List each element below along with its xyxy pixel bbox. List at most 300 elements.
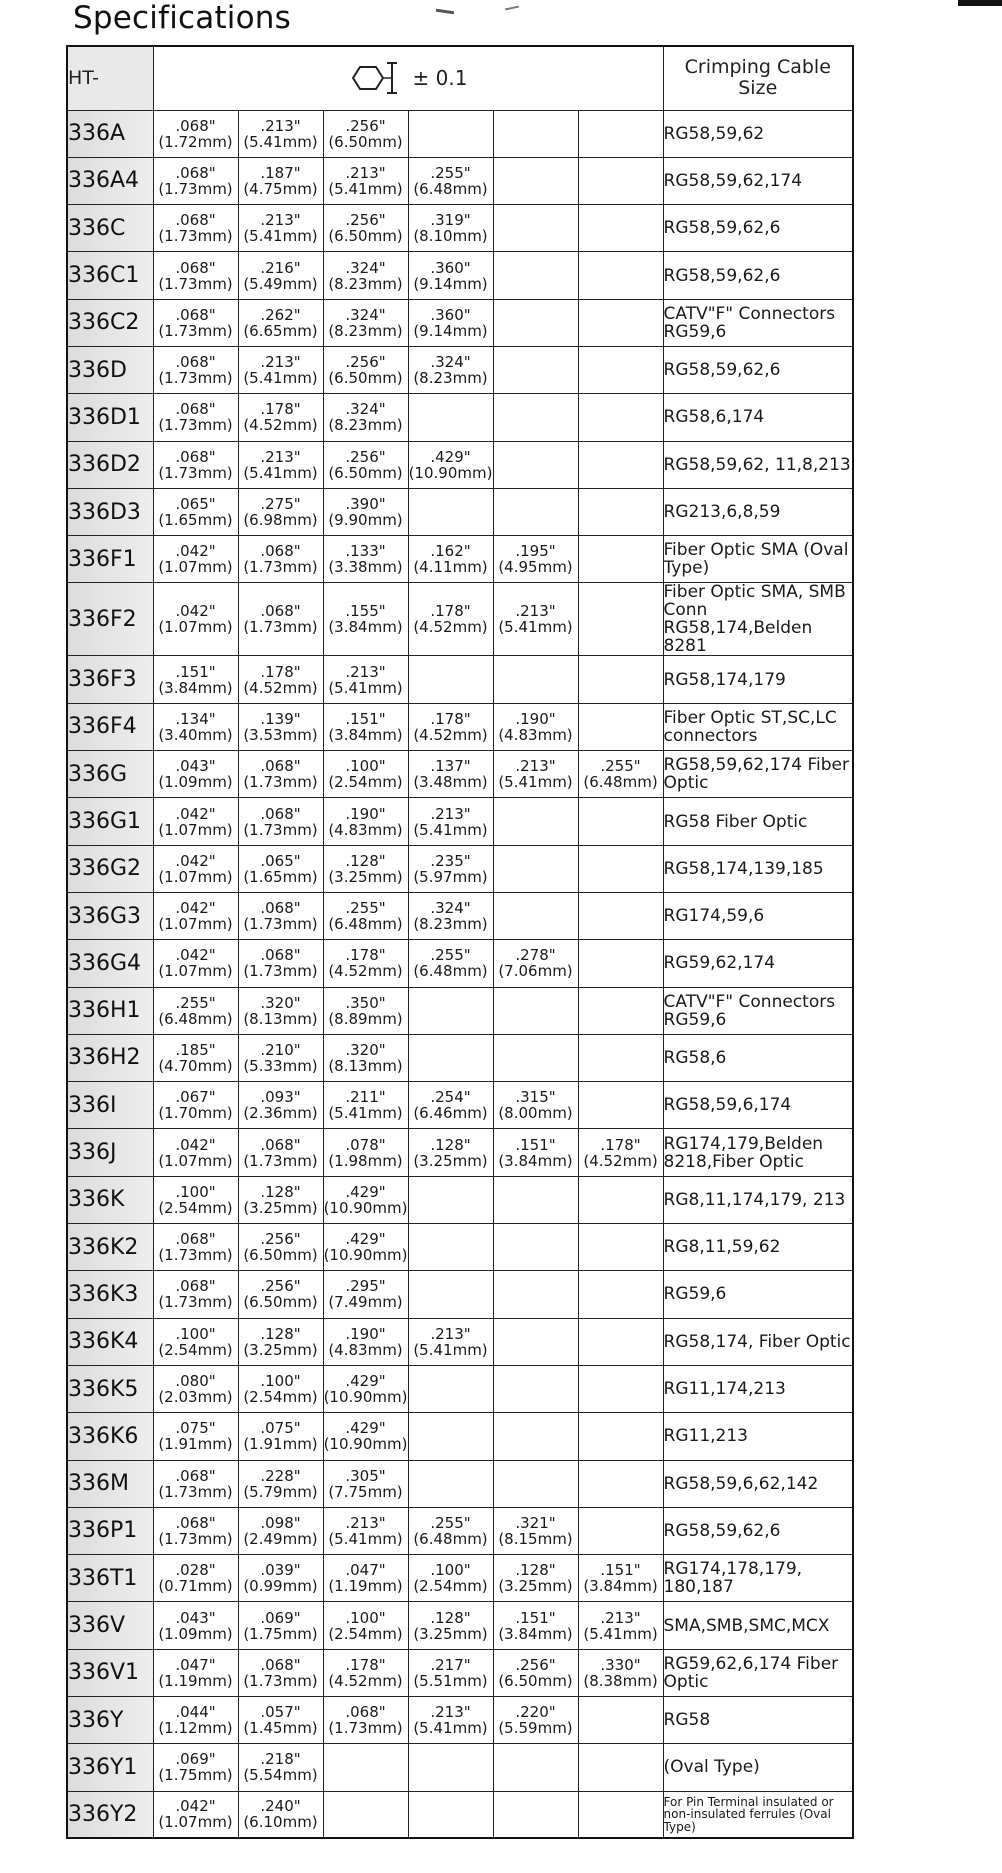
size-cell (238, 845, 323, 892)
size-cell (153, 536, 238, 583)
size-mm: (1.70mm) (158, 1104, 233, 1123)
size-cell (153, 252, 238, 299)
size-mm: (9.14mm) (413, 321, 488, 340)
size-cell (238, 1602, 323, 1649)
size-mm: (1.73mm) (243, 1671, 318, 1690)
size-inch: .068" (175, 258, 216, 277)
cable-size-cell: RG11,174,213 (663, 1365, 853, 1412)
size-inch: .068" (260, 757, 301, 776)
size-cell (238, 1082, 323, 1129)
size-cell (493, 1649, 578, 1696)
size-cell (153, 1413, 238, 1460)
size-mm: (3.38mm) (328, 558, 403, 577)
size-mm: (3.48mm) (413, 773, 488, 792)
size-cell (238, 656, 323, 703)
table-row (67, 798, 853, 845)
size-inch: .213" (600, 1608, 641, 1627)
model-cell: 336D3 (67, 488, 153, 535)
size-cell (408, 536, 493, 583)
cable-size-cell: RG213,6,8,59 (663, 488, 853, 535)
size-mm: (1.65mm) (158, 511, 233, 530)
size-inch: .057" (260, 1703, 301, 1722)
size-cell (493, 441, 578, 488)
size-mm: (1.09mm) (158, 773, 233, 792)
scan-edge-mark (958, 0, 1002, 6)
size-mm: (8.23mm) (328, 274, 403, 293)
size-cell (323, 488, 408, 535)
size-mm: (10.90mm) (408, 463, 493, 482)
size-cell (238, 299, 323, 346)
size-cell (323, 441, 408, 488)
cable-size-cell: Fiber Optic SMA (Oval Type) (663, 536, 853, 583)
size-cell (408, 1555, 493, 1602)
model-cell: 336T1 (67, 1555, 153, 1602)
size-mm: (5.41mm) (243, 132, 318, 151)
size-mm: (1.73mm) (158, 416, 233, 435)
size-cell (493, 205, 578, 252)
size-mm: (3.25mm) (413, 1151, 488, 1170)
size-cell (323, 205, 408, 252)
size-inch: .068" (260, 946, 301, 965)
size-column-header (153, 46, 663, 110)
size-cell (323, 1082, 408, 1129)
cable-size-cell: RG174,179,Belden 8218,Fiber Optic (663, 1129, 853, 1176)
size-inch: .255" (430, 1513, 471, 1532)
size-cell (238, 157, 323, 204)
model-cell: 336K3 (67, 1271, 153, 1318)
table-row (67, 157, 853, 204)
table-row (67, 1413, 853, 1460)
size-cell (323, 1649, 408, 1696)
size-cell (238, 1791, 323, 1838)
size-mm: (1.07mm) (158, 915, 233, 934)
size-cell (238, 1034, 323, 1081)
size-cell (238, 1224, 323, 1271)
size-mm: (9.14mm) (413, 274, 488, 293)
size-cell (578, 394, 663, 441)
size-inch: .429" (345, 1182, 386, 1201)
size-mm: (8.13mm) (243, 1009, 318, 1028)
size-mm: (1.73mm) (243, 773, 318, 792)
size-inch: .216" (260, 258, 301, 277)
size-mm: (2.36mm) (243, 1104, 318, 1123)
scan-artifact (436, 9, 454, 14)
size-mm: (3.25mm) (243, 1340, 318, 1359)
size-cell (323, 110, 408, 157)
size-cell (578, 299, 663, 346)
size-inch: .190" (515, 709, 556, 728)
size-mm: (1.12mm) (158, 1719, 233, 1738)
size-inch: .068" (175, 211, 216, 230)
size-cell (323, 1176, 408, 1223)
model-cell: 336D2 (67, 441, 153, 488)
size-inch: .044" (175, 1703, 216, 1722)
size-mm: (8.23mm) (413, 369, 488, 388)
size-cell (323, 1318, 408, 1365)
size-mm: (4.83mm) (498, 725, 573, 744)
model-cell: 336H2 (67, 1034, 153, 1081)
size-inch: .320" (260, 993, 301, 1012)
size-inch: .256" (260, 1230, 301, 1249)
size-inch: .039" (260, 1561, 301, 1580)
size-inch: .042" (175, 542, 216, 561)
size-cell (493, 1082, 578, 1129)
size-cell (153, 299, 238, 346)
size-mm: (5.97mm) (413, 867, 488, 886)
size-inch: .320" (345, 1040, 386, 1059)
size-cell (408, 656, 493, 703)
size-cell (238, 346, 323, 393)
size-inch: .068" (175, 447, 216, 466)
size-cell (153, 1460, 238, 1507)
size-inch: .305" (345, 1466, 386, 1485)
table-row (67, 656, 853, 703)
size-cell (578, 1413, 663, 1460)
size-cell (238, 1460, 323, 1507)
cable-size-cell: RG11,213 (663, 1413, 853, 1460)
size-mm: (6.10mm) (243, 1813, 318, 1832)
size-cell (238, 751, 323, 798)
size-cell (323, 656, 408, 703)
size-cell (238, 583, 323, 656)
size-cell (323, 1365, 408, 1412)
size-cell (578, 751, 663, 798)
size-cell (408, 1413, 493, 1460)
size-mm: (1.98mm) (328, 1151, 403, 1170)
size-inch: .275" (260, 495, 301, 514)
size-mm: (10.90mm) (323, 1388, 408, 1407)
size-cell (238, 1744, 323, 1791)
size-inch: .069" (175, 1750, 216, 1769)
table-row (67, 703, 853, 750)
size-inch: .155" (345, 602, 386, 621)
size-inch: .028" (175, 1561, 216, 1580)
size-mm: (1.65mm) (243, 867, 318, 886)
size-cell (493, 583, 578, 656)
model-cell: 336F1 (67, 536, 153, 583)
size-cell (238, 1129, 323, 1176)
size-cell (323, 1791, 408, 1838)
size-mm: (6.50mm) (498, 1671, 573, 1690)
size-cell (153, 656, 238, 703)
size-cell (153, 751, 238, 798)
size-cell (238, 1365, 323, 1412)
model-cell: 336F3 (67, 656, 153, 703)
size-mm: (4.52mm) (413, 618, 488, 637)
table-row (67, 1555, 853, 1602)
size-inch: .151" (175, 662, 216, 681)
size-cell (493, 299, 578, 346)
table-row (67, 1649, 853, 1696)
size-cell (493, 488, 578, 535)
size-inch: .068" (175, 305, 216, 324)
size-mm: (1.73mm) (243, 820, 318, 839)
size-inch: .213" (430, 1703, 471, 1722)
cable-size-cell: RG58,59,62,174 (663, 157, 853, 204)
size-inch: .213" (345, 662, 386, 681)
size-cell (578, 1744, 663, 1791)
size-cell (408, 583, 493, 656)
size-cell (153, 1129, 238, 1176)
cable-size-cell: RG58,174,179 (663, 656, 853, 703)
size-mm: (4.11mm) (413, 558, 488, 577)
size-mm: (5.41mm) (413, 1719, 488, 1738)
size-mm: (5.59mm) (498, 1719, 573, 1738)
cable-size-cell: RG58,59,6,174 (663, 1082, 853, 1129)
size-inch: .068" (260, 804, 301, 823)
size-mm: (1.73mm) (158, 179, 233, 198)
size-cell (578, 1697, 663, 1744)
table-row (67, 1318, 853, 1365)
size-cell (493, 1034, 578, 1081)
size-cell (408, 1602, 493, 1649)
size-cell (493, 1697, 578, 1744)
cable-size-cell: RG58,59,62,174 Fiber Optic (663, 751, 853, 798)
size-mm: (4.95mm) (498, 558, 573, 577)
cable-size-cell: RG59,6 (663, 1271, 853, 1318)
cable-size-cell: RG58,59,62,6 (663, 346, 853, 393)
model-cell: 336F4 (67, 703, 153, 750)
size-mm: (6.50mm) (328, 463, 403, 482)
size-inch: .185" (175, 1040, 216, 1059)
size-cell (153, 1176, 238, 1223)
size-mm: (10.90mm) (323, 1435, 408, 1454)
size-inch: .190" (345, 804, 386, 823)
size-cell (323, 1271, 408, 1318)
size-inch: .256" (345, 353, 386, 372)
size-mm: (5.41mm) (328, 1104, 403, 1123)
size-mm: (8.23mm) (413, 915, 488, 934)
size-cell (408, 1034, 493, 1081)
size-cell (493, 1129, 578, 1176)
size-cell (323, 252, 408, 299)
size-cell (238, 798, 323, 845)
size-cell (408, 346, 493, 393)
size-inch: .042" (175, 899, 216, 918)
table-row (67, 845, 853, 892)
size-inch: .324" (345, 258, 386, 277)
size-inch: .254" (430, 1088, 471, 1107)
size-inch: .047" (175, 1655, 216, 1674)
size-cell (578, 892, 663, 939)
size-mm: (1.45mm) (243, 1719, 318, 1738)
size-cell (578, 1507, 663, 1554)
size-inch: .043" (175, 757, 216, 776)
size-inch: .137" (430, 757, 471, 776)
size-mm: (4.52mm) (583, 1151, 658, 1170)
size-cell (153, 1555, 238, 1602)
cable-size-cell: RG58,59,62, 11,8,213 (663, 441, 853, 488)
size-inch: .324" (345, 305, 386, 324)
size-cell (238, 252, 323, 299)
size-cell (153, 1082, 238, 1129)
size-cell (578, 1129, 663, 1176)
size-cell (408, 1649, 493, 1696)
model-cell: 336K (67, 1176, 153, 1223)
size-mm: (2.54mm) (243, 1388, 318, 1407)
size-mm: (5.41mm) (243, 227, 318, 246)
size-mm: (10.90mm) (323, 1246, 408, 1265)
size-inch: .213" (260, 447, 301, 466)
size-cell (408, 1271, 493, 1318)
size-mm: (1.75mm) (158, 1766, 233, 1785)
size-cell (408, 703, 493, 750)
cable-size-cell: RG8,11,174,179, 213 (663, 1176, 853, 1223)
size-cell (408, 110, 493, 157)
size-inch: .068" (260, 1655, 301, 1674)
size-inch: .256" (260, 1277, 301, 1296)
size-cell (153, 1034, 238, 1081)
page-title: Specifications (73, 0, 291, 36)
cable-size-cell: RG58 Fiber Optic (663, 798, 853, 845)
size-mm: (1.73mm) (158, 321, 233, 340)
model-cell: 336Y (67, 1697, 153, 1744)
size-mm: (5.41mm) (583, 1624, 658, 1643)
size-cell (578, 583, 663, 656)
size-mm: (1.09mm) (158, 1624, 233, 1643)
size-cell (408, 394, 493, 441)
table-row (67, 205, 853, 252)
size-mm: (1.73mm) (158, 1246, 233, 1265)
size-mm: (3.84mm) (158, 678, 233, 697)
size-inch: .240" (260, 1797, 301, 1816)
model-cell: 336M (67, 1460, 153, 1507)
model-cell: 336H1 (67, 987, 153, 1034)
size-inch: .128" (515, 1561, 556, 1580)
model-cell: 336V1 (67, 1649, 153, 1696)
tolerance-label: ± 0.1 (412, 66, 468, 91)
size-inch: .324" (430, 353, 471, 372)
size-cell (323, 845, 408, 892)
size-inch: .078" (345, 1135, 386, 1154)
size-mm: (5.41mm) (243, 463, 318, 482)
cable-size-cell: RG8,11,59,62 (663, 1224, 853, 1271)
size-mm: (0.99mm) (243, 1577, 318, 1596)
model-cell: 336K4 (67, 1318, 153, 1365)
size-cell (408, 845, 493, 892)
cable-size-cell: RG58,59,6,62,142 (663, 1460, 853, 1507)
size-cell (493, 1176, 578, 1223)
size-cell (493, 656, 578, 703)
size-mm: (2.54mm) (328, 773, 403, 792)
size-cell (238, 394, 323, 441)
size-cell (323, 346, 408, 393)
table-row (67, 1082, 853, 1129)
size-cell (408, 1507, 493, 1554)
size-cell (238, 488, 323, 535)
size-inch: .255" (430, 946, 471, 965)
size-cell (238, 1697, 323, 1744)
model-cell: 336K5 (67, 1365, 153, 1412)
size-inch: .256" (345, 447, 386, 466)
model-cell: 336D1 (67, 394, 153, 441)
size-cell (323, 536, 408, 583)
size-cell (493, 1602, 578, 1649)
size-cell (493, 346, 578, 393)
table-header-row (67, 46, 853, 110)
size-inch: .350" (345, 993, 386, 1012)
size-cell (578, 1649, 663, 1696)
size-mm: (6.50mm) (328, 227, 403, 246)
size-mm: (1.07mm) (158, 820, 233, 839)
size-inch: .100" (345, 1608, 386, 1627)
cable-size-cell: SMA,SMB,SMC,MCX (663, 1602, 853, 1649)
size-cell (493, 1271, 578, 1318)
size-mm: (4.52mm) (328, 1671, 403, 1690)
cable-size-cell: CATV"F" Connectors RG59,6 (663, 987, 853, 1034)
size-inch: .255" (345, 899, 386, 918)
table-row (67, 441, 853, 488)
size-mm: (1.91mm) (243, 1435, 318, 1454)
size-mm: (1.73mm) (158, 274, 233, 293)
size-inch: .178" (430, 602, 471, 621)
size-cell (578, 346, 663, 393)
size-inch: .080" (175, 1372, 216, 1391)
size-cell (493, 110, 578, 157)
cable-size-cell: RG58,6,174 (663, 394, 853, 441)
size-mm: (6.65mm) (243, 321, 318, 340)
size-mm: (1.73mm) (158, 1482, 233, 1501)
size-cell (578, 1602, 663, 1649)
size-inch: .069" (260, 1608, 301, 1627)
size-inch: .100" (345, 757, 386, 776)
size-mm: (1.73mm) (158, 369, 233, 388)
size-inch: .256" (515, 1655, 556, 1674)
size-inch: .042" (175, 602, 216, 621)
size-cell (238, 1649, 323, 1696)
size-inch: .178" (260, 400, 301, 419)
size-cell (493, 1365, 578, 1412)
size-inch: .256" (345, 116, 386, 135)
size-inch: .213" (260, 211, 301, 230)
size-mm: (8.38mm) (583, 1671, 658, 1690)
size-cell (238, 1271, 323, 1318)
size-cell (323, 892, 408, 939)
size-inch: .213" (515, 602, 556, 621)
size-mm: (3.25mm) (328, 867, 403, 886)
size-mm: (6.46mm) (413, 1104, 488, 1123)
size-cell (153, 110, 238, 157)
model-cell: 336G4 (67, 940, 153, 987)
size-mm: (4.52mm) (243, 416, 318, 435)
size-inch: .295" (345, 1277, 386, 1296)
size-cell (493, 1791, 578, 1838)
size-mm: (2.54mm) (328, 1624, 403, 1643)
model-cell: 336V (67, 1602, 153, 1649)
size-mm: (6.48mm) (583, 773, 658, 792)
size-inch: .128" (345, 851, 386, 870)
cable-size-cell: For Pin Terminal insulated or non-insulated ferrules (Oval Type) (663, 1791, 853, 1838)
size-cell (493, 252, 578, 299)
size-mm: (5.41mm) (328, 678, 403, 697)
cable-size-cell: RG174,178,179, 180,187 (663, 1555, 853, 1602)
size-cell (323, 1602, 408, 1649)
size-inch: .213" (345, 163, 386, 182)
size-mm: (5.41mm) (413, 820, 488, 839)
size-mm: (4.83mm) (328, 1340, 403, 1359)
size-inch: .213" (430, 1324, 471, 1343)
size-cell (238, 892, 323, 939)
size-cell (408, 1460, 493, 1507)
size-inch: .190" (345, 1324, 386, 1343)
size-mm: (3.25mm) (243, 1198, 318, 1217)
size-mm: (8.10mm) (413, 227, 488, 246)
size-inch: .128" (430, 1135, 471, 1154)
size-mm: (1.73mm) (328, 1719, 403, 1738)
size-inch: .390" (345, 495, 386, 514)
size-inch: .211" (345, 1088, 386, 1107)
size-cell (578, 157, 663, 204)
